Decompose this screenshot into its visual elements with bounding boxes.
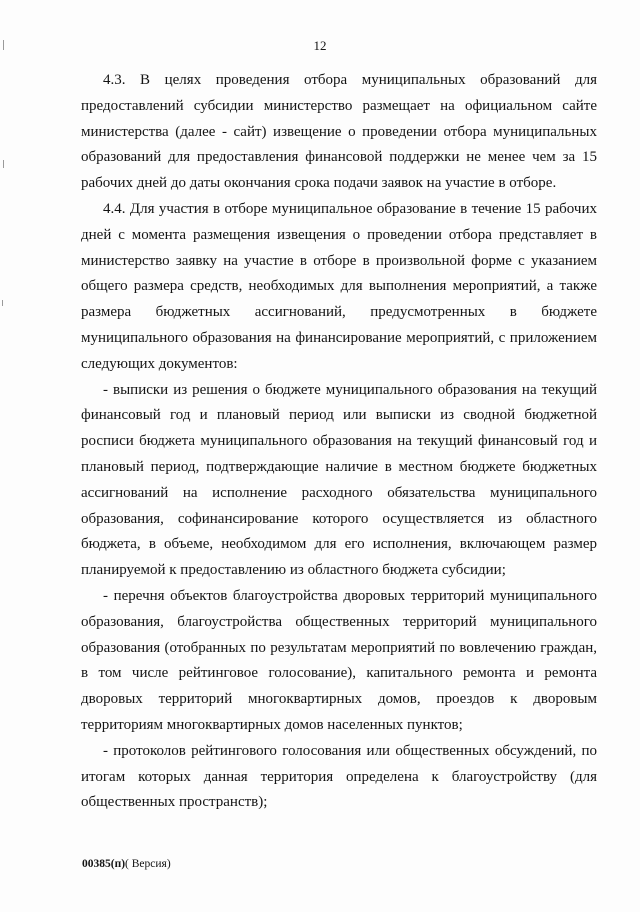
scan-artifact <box>2 300 3 306</box>
scan-artifact <box>3 40 4 50</box>
paragraph-4-4: 4.4. Для участия в отборе муниципальное образование в течение 15 рабочих дней с момента размещения извещения о проведении отбора представляет в министерство заявку на участие в отборе в произвольной форме с указанием общего размера средств, необходимых для выполнения мероприятий, а также размера бюджетных ассигнований, предусмотренных в бюджете муниципального образования на финансирование мероприятий, с приложением следующих документов: <box>81 200 597 372</box>
list-item-voting-protocols: - протоколов рейтингового голосования или общественных обсуждений, по итогам которых данная территория определена к благоустройству (для общественных пространств); <box>81 742 597 811</box>
document-footer <box>82 858 171 870</box>
list-item-improvement-objects: - перечня объектов благоустройства дворовых территорий муниципального образования, благоустройства общественных территорий муниципального образования (отобранных по результатам мероприятий по вовлечению граждан, в том числе рейтинговое голосование), капитального ремонта и ремонта дворовых территорий многоквартирных домов, проездов к дворовым территориям многоквартирных домов населенных пунктов; <box>81 587 597 733</box>
document-body <box>81 68 597 816</box>
scan-artifact <box>3 160 4 168</box>
paragraph-4-3: 4.3. В целях проведения отбора муниципальных образований для предоставлений субсидии министерство размещает на официальном сайте министерства (далее - сайт) извещение о проведении отбора муниципальных образований для предоставления финансовой поддержки не менее чем за 15 рабочих дней до даты окончания срока подачи заявок на участие в отборе. <box>81 72 597 192</box>
page-number: 12 <box>313 38 327 53</box>
document-code: 00385(п) <box>82 858 126 870</box>
document-version: ( Версия) <box>125 858 171 870</box>
list-item-budget-extracts: - выписки из решения о бюджете муниципального образования на текущий финансовый год и плановый период или выписки из сводной бюджетной росписи бюджета муниципального образования на текущий финансовый год и плановый период, подтверждающие наличие в местном бюджете бюджетных ассигнований на исполнение расходного обязательства муниципального образования, софинансирование которого осуществляется из областного бюджета, в объеме, необходимом для его исполнения, включающем размер планируемой к предоставлению из областного бюджета субсидии; <box>81 381 597 579</box>
